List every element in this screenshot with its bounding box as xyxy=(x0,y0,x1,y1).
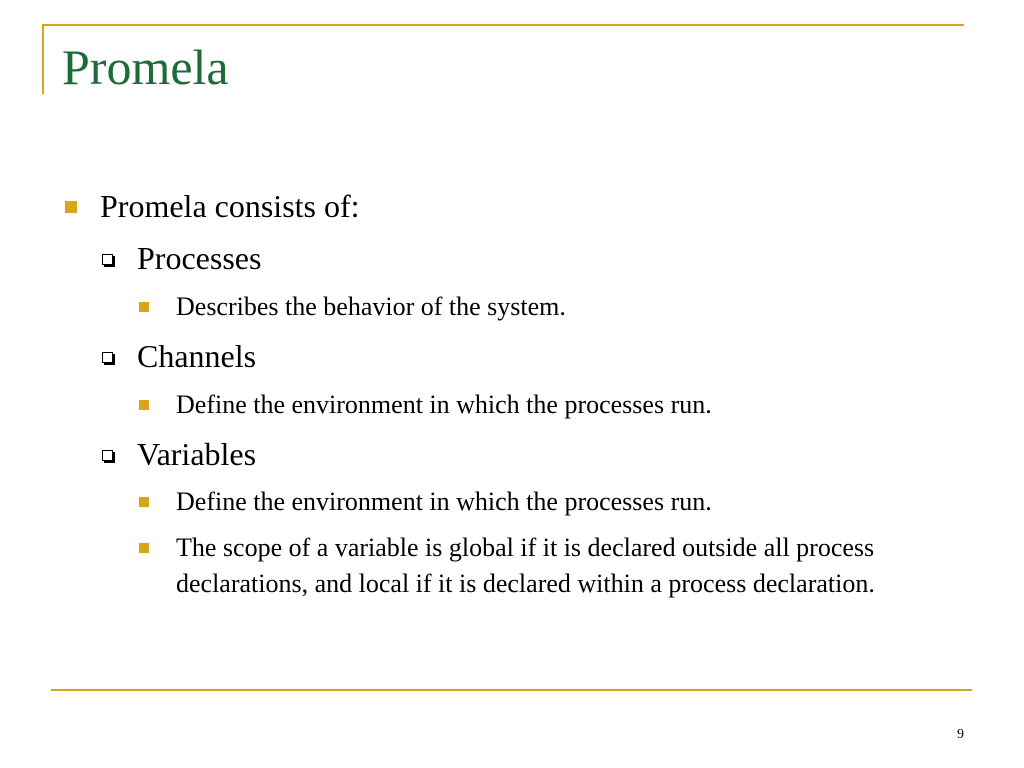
bullet-processes-detail: Describes the behavior of the system. xyxy=(176,292,566,321)
filled-square-bullet-icon xyxy=(139,302,149,312)
bullet-channels-detail: Define the environment in which the processes run. xyxy=(176,390,712,419)
filled-square-bullet-icon xyxy=(139,400,149,410)
bullet-variables: Variables xyxy=(137,436,257,472)
filled-square-bullet-icon xyxy=(139,543,149,553)
filled-square-bullet-icon xyxy=(139,497,149,507)
hollow-square-bullet-icon xyxy=(102,352,113,363)
slide-title: Promela xyxy=(62,39,229,95)
bullet-processes: Processes xyxy=(137,240,262,276)
filled-square-bullet-icon xyxy=(65,201,77,213)
footer-divider-line xyxy=(51,689,972,691)
title-frame-left-line xyxy=(42,24,44,94)
page-number: 9 xyxy=(957,727,964,742)
bullet-channels: Channels xyxy=(137,338,257,374)
bullet-variables-detail-1: Define the environment in which the processes run. xyxy=(176,487,712,516)
title-frame-top-line xyxy=(42,24,964,26)
hollow-square-bullet-icon xyxy=(102,450,113,461)
hollow-square-bullet-icon xyxy=(102,254,113,265)
bullet-variables-detail-2: The scope of a variable is global if it is declared outside all process declarations, and local if it is declared within a process declaration. xyxy=(176,533,875,598)
bullet-promela-consists: Promela consists of: xyxy=(100,188,360,224)
